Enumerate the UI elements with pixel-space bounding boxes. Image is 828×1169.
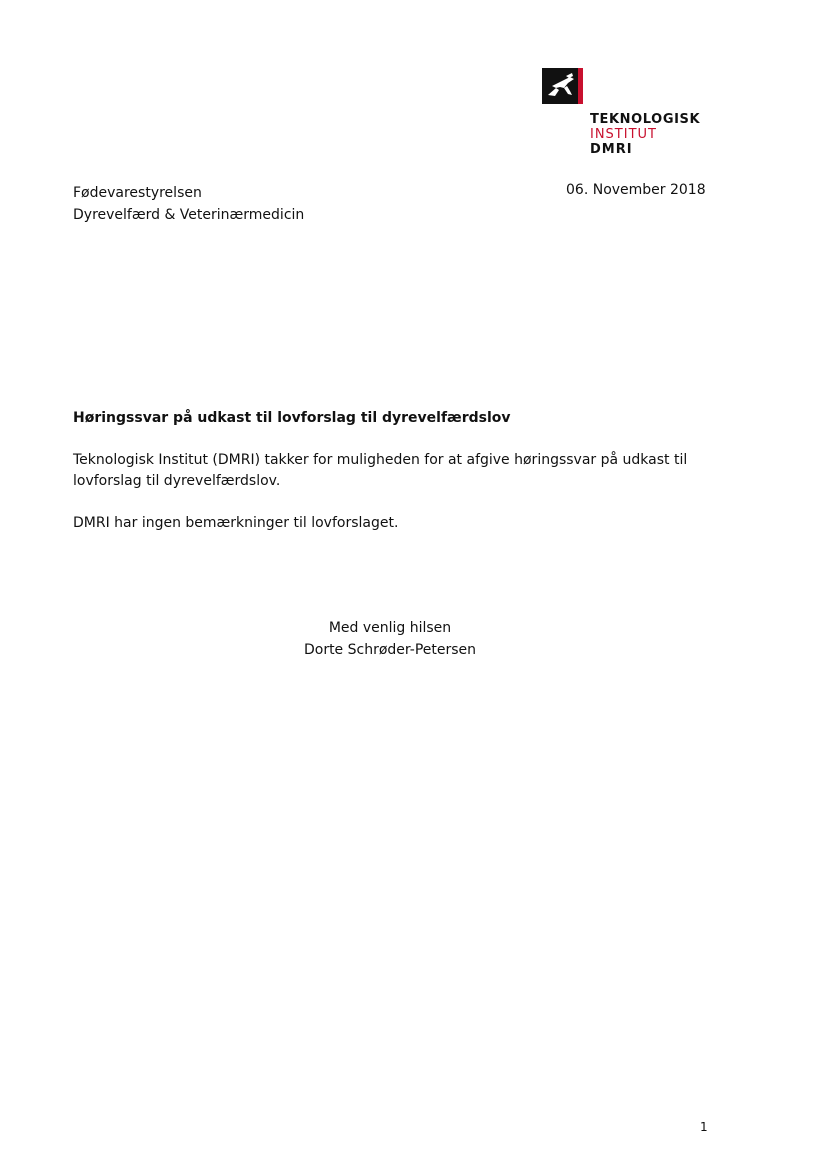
recipient-address bbox=[73, 182, 304, 226]
letter-date: 06. November 2018 bbox=[566, 182, 706, 198]
logo-line-dmri: DMRI bbox=[590, 142, 633, 157]
body-paragraph-1-line-2: lovforslag til dyrevelfærdslov. bbox=[73, 473, 281, 489]
letter-subject: Høringssvar på udkast til lovforslag til dyrevelfærdslov bbox=[73, 410, 511, 426]
logo-wordmark bbox=[590, 112, 700, 157]
teknologisk-institut-logo-icon bbox=[542, 68, 583, 104]
recipient-department: Dyrevelfærd & Veterinærmedicin bbox=[73, 207, 305, 223]
body-paragraph-1-line-1: Teknologisk Institut (DMRI) takker for muligheden for at afgive høringssvar på udkast til bbox=[73, 452, 688, 468]
logo-line-teknologisk: TEKNOLOGISK bbox=[590, 112, 701, 127]
page-number: 1 bbox=[700, 1120, 708, 1134]
body-paragraph-1 bbox=[73, 450, 733, 492]
closing-block bbox=[290, 617, 490, 661]
logo-line-institut: INSTITUT bbox=[590, 127, 657, 142]
recipient-organization: Fødevarestyrelsen bbox=[73, 185, 202, 201]
closing-greeting: Med venlig hilsen bbox=[328, 620, 452, 636]
body-paragraph-2: DMRI har ingen bemærkninger til lovforslaget. bbox=[73, 515, 399, 531]
signature-name: Dorte Schrøder-Petersen bbox=[303, 642, 477, 658]
